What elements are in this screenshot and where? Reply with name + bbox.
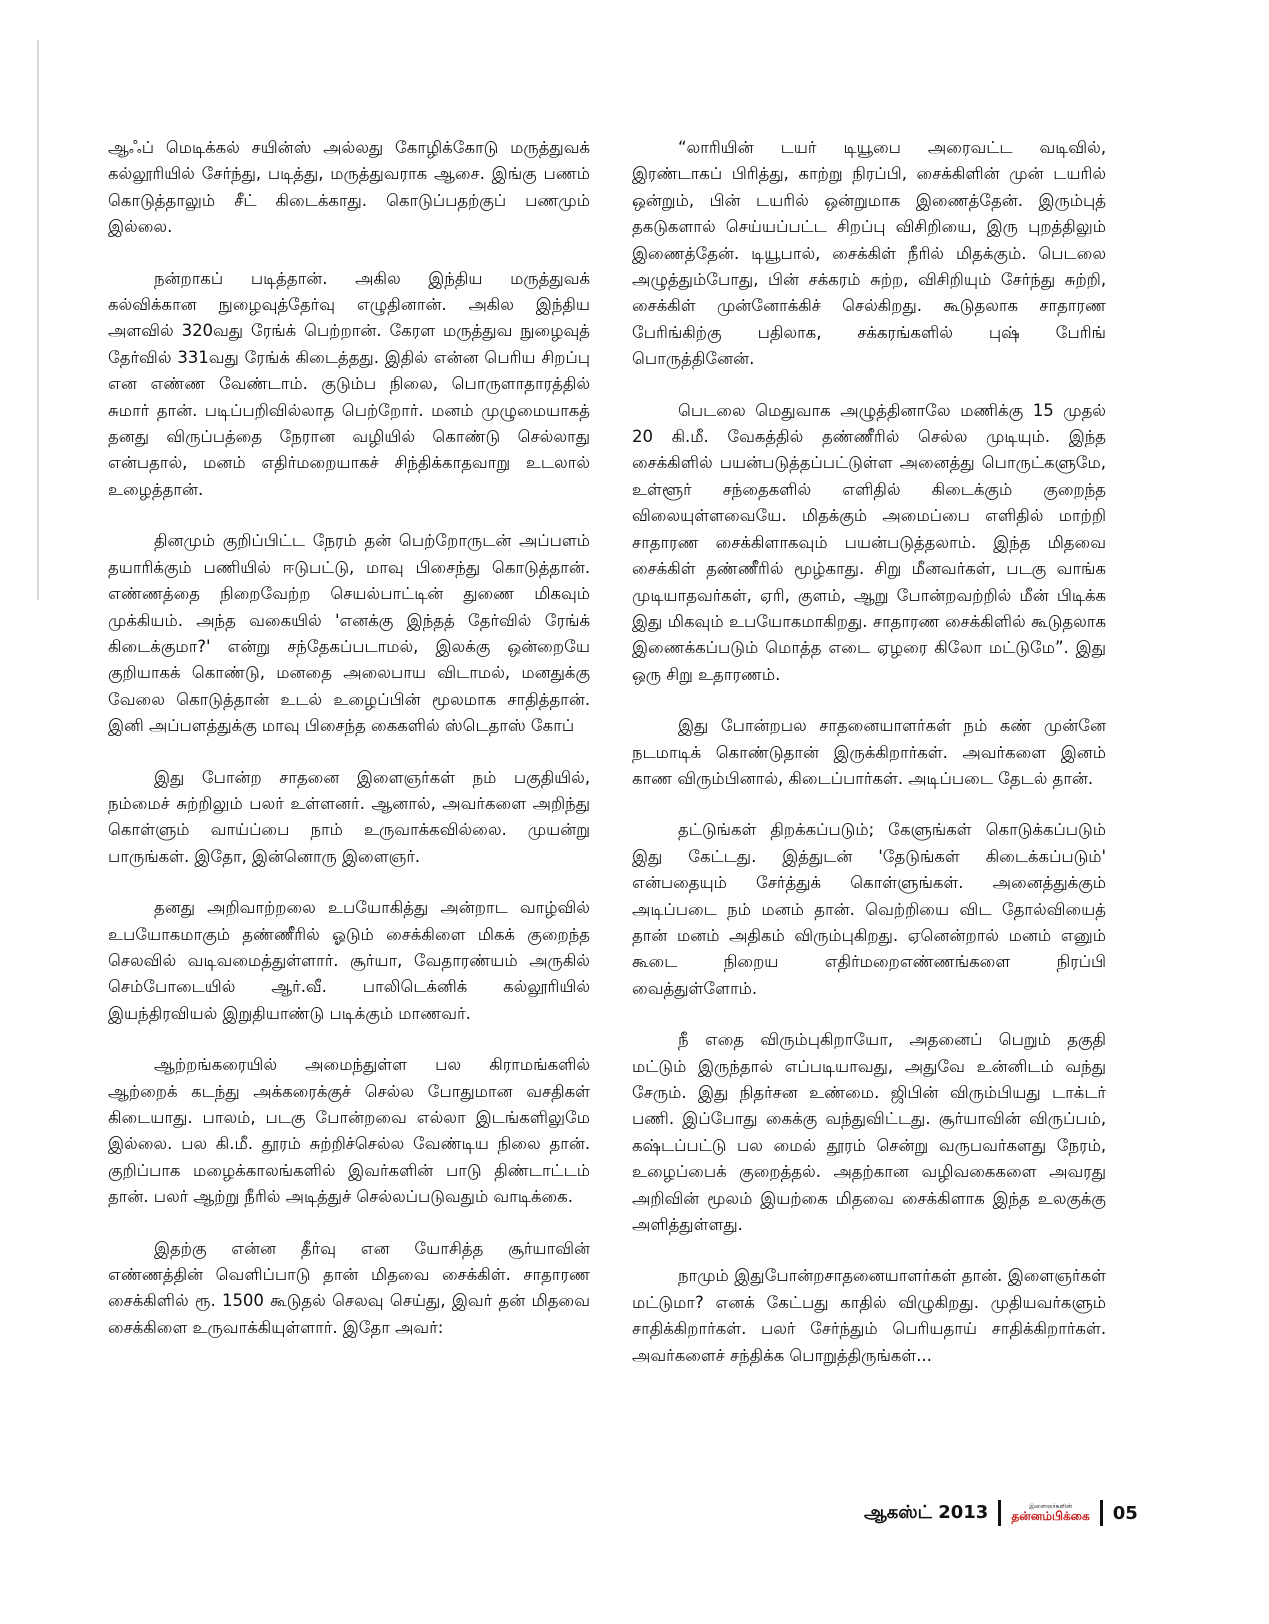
magazine-name: தன்னம்பிக்கை [1011,1509,1090,1523]
paragraph: தட்டுங்கள் திறக்கப்படும்; கேளுங்கள் கொடுக்கப்படும் இது கேட்டது. இத்துடன் 'தேடுங்கள் கிடைக்கப்படும்' என்பதையும் சேர்த்துக் கொள்ளுங்கள். அனைத்துக்கும் அடிப்படை நம் மனம் தான். வெற்றியை விட தோல்வியைத் தான் மனம் அதிகம் விரும்புகிறது. ஏனென்றால் மனம் எனும் கூடை நிறைய எதிர்மறைஎண்ணங்களை நிரப்பி வைத்துள்ளோம். [632,820,1106,998]
paragraph: இதற்கு என்ன தீர்வு என யோசித்த சூர்யாவின் எண்ணத்தின் வெளிப்பாடு தான் மிதவை சைக்கிள். சாதாரண சைக்கிளில் ரூ. 1500 கூடுதல் செலவு செய்து, இவர் தன் மிதவை சைக்கிளை உருவாக்கியுள்ளார். இதோ அவர்: [108,1238,590,1337]
page-margin-line [37,40,39,600]
paragraph: இது போன்ற சாதனை இளைஞர்கள் நம் பகுதியில், நம்மைச் சுற்றிலும் பலர் உள்ளனர். ஆனால், அவர்களை அறிந்து கொள்ளும் வாய்ப்பை நாம் உருவாக்கவில்லை. முயன்று பாருங்கள். இதோ, இன்னொரு இளைஞர். [108,767,590,866]
paragraph: தனது அறிவாற்றலை உபயோகித்து அன்றாட வாழ்வில் உபயோகமாகும் தண்ணீரில் ஓடும் சைக்கிளை மிகக் குறைந்த செலவில் வடிவமைத்துள்ளார். சூர்யா, வேதாரண்யம் அருகில் செம்போடையில் ஆர்.வீ. பாலிடெக்னிக் கல்லூரியில் இயந்திரவியல் இறுதியாண்டு படிக்கும் மாணவர். [108,898,590,1023]
page-footer [864,1500,1138,1526]
paragraph: பெடலை மெதுவாக அழுத்தினாலே மணிக்கு 15 முதல் 20 கி.மீ. வேகத்தில் தண்ணீரில் செல்ல முடியும். இந்த சைக்கிளில் பயன்படுத்தப்பட்டுள்ள அனைத்து பொருட்களுமே, உள்ளூர் சந்தைகளில் எளிதில் கிடைக்கும் குறைந்த விலையுள்ளவையே. மிதக்கும் அமைப்பை எளிதில் மாற்றி சாதாரண சைக்கிளாகவும் பயன்படுத்தலாம். இந்த மிதவை சைக்கிள் தண்ணீரில் மூழ்காது. சிறு மீனவர்கள், படகு வாங்க முடியாதவர்கள், ஏரி, குளம், ஆறு போன்றவற்றில் மீன் பிடிக்க இது மிகவும் உபயோகமாகிறது. சாதாரண சைக்கிளில் கூடுதலாக இணைக்கப்படும் மொத்த எடை ஏழரை கிலோ மட்டுமே”. இது ஒரு சிறு உதாரணம். [632,400,1106,684]
footer-divider [998,1500,1001,1526]
paragraph: தினமும் குறிப்பிட்ட நேரம் தன் பெற்றோருடன் அப்பளம் தயாரிக்கும் பணியில் ஈடுபட்டு, மாவு பிசைந்து கொடுத்தான். எண்ணத்தை நிறைவேற்ற செயல்பாட்டின் துணை மிகவும் முக்கியம். அந்த வகையில் 'எனக்கு இந்தத் தேர்வில் ரேங்க் கிடைக்குமா?' என்று சந்தேகப்படாமல், இலக்கு ஒன்றையே குறியாகக் கொண்டு, மனதை அலைபாய விடாமல், மனதுக்கு வேலை கொடுத்தான் உடல் உழைப்பின் மூலமாக சாதித்தான். இனி அப்பளத்துக்கு மாவு பிசைந்த கைகளில் ஸ்டெதாஸ் கோப் [108,531,590,736]
issue-date: ஆகஸ்ட் 2013 [864,1501,989,1523]
paragraph: இது போன்றபல சாதனையாளர்கள் நம் கண் முன்னே நடமாடிக் கொண்டுதான் இருக்கிறார்கள். அவர்களை இனம் காண விரும்பினால், கிடைப்பார்கள். அடிப்படை தேடல் தான். [632,716,1106,788]
paragraph: “லாரியின் டயர் டியூபை அரைவட்ட வடிவில், இரண்டாகப் பிரித்து, காற்று நிரப்பி, சைக்கிளின் முன் டயரில் ஒன்றும், பின் டயரில் ஒன்றுமாக இணைத்தேன். இரும்புத் தகடுகளால் செய்யப்பட்ட சிறப்பு விசிறியை, இரு புறத்திலும் இணைத்தேன். டியூபால், சைக்கிள் நீரில் மிதக்கும். பெடலை அழுத்தும்போது, பின் சக்கரம் சுற்ற, விசிறியும் சேர்ந்து சுற்றி, சைக்கிள் முன்னோக்கிச் செல்கிறது. கூடுதலாக சாதாரண பேரிங்கிற்கு பதிலாக, சக்கரங்களில் புஷ் பேரிங் பொருத்தினேன். [632,138,1106,369]
left-column [108,135,590,1366]
right-column [632,135,1106,1394]
paragraph: ஆற்றங்கரையில் அமைந்துள்ள பல கிராமங்களில் ஆற்றைக் கடந்து அக்கரைக்குச் செல்ல போதுமான வசதிகள் கிடையாது. பாலம், படகு போன்றவை எல்லா இடங்களிலுமே இல்லை. பல கி.மீ. தூரம் சுற்றிச்செல்ல வேண்டிய நிலை தான். குறிப்பாக மழைக்காலங்களில் இவர்களின் பாடு திண்டாட்டம் தான். பலர் ஆற்று நீரில் அடித்துச் செல்லப்படுவதும் வாடிக்கை. [108,1055,590,1207]
footer-divider [1100,1500,1103,1526]
page-number: 05 [1112,1502,1138,1524]
paragraph: நாமும் இதுபோன்றசாதனையாளர்கள் தான். இளைஞர்கள் மட்டுமா? எனக் கேட்பது காதில் விழுகிறது. முதியவர்களும் சாதிக்கிறார்கள். பலர் சேர்ந்தும் பெரியதாய் சாதிக்கிறார்கள். அவர்களைச் சந்திக்க பொறுத்திருங்கள்... [632,1266,1106,1365]
magazine-tagline: இளைஞர்களின் [1029,1503,1072,1510]
magazine-logo [1011,1504,1089,1522]
paragraph: நீ எதை விரும்புகிறாயோ, அதனைப் பெறும் தகுதி மட்டும் இருந்தால் எப்படியாவது, அதுவே உன்னிடம் வந்து சேரும். இது நிதர்சன உண்மை. ஜிபின் விரும்பியது டாக்டர் பணி. இப்போது கைக்கு வந்துவிட்டது. சூர்யாவின் விருப்பம், கஷ்டப்பட்டு பல மைல் தூரம் சென்று வருபவர்களது நேரம், உழைப்பைக் குறைத்தல். அதற்கான வழிவகைகளை அவரது அறிவின் மூலம் இயற்கை மிதவை சைக்கிளாக இந்த உலகுக்கு அளித்துள்ளது. [632,1030,1106,1235]
paragraph: ஆஃப் மெடிக்கல் சயின்ஸ் அல்லது கோழிக்கோடு மருத்துவக் கல்லூரியில் சேர்ந்து, படித்து, மருத்துவராக ஆசை. இங்கு பணம் கொடுத்தாலும் சீட் கிடைக்காது. கொடுப்பதற்குப் பணமும் இல்லை. [108,138,590,237]
paragraph: நன்றாகப் படித்தான். அகில இந்திய மருத்துவக் கல்விக்கான நுழைவுத்தேர்வு எழுதினான். அகில இந்திய அளவில் 320வது ரேங்க் பெற்றான். கேரள மருத்துவ நுழைவுத் தேர்வில் 331வது ரேங்க் கிடைத்தது. இதில் என்ன பெரிய சிறப்பு என எண்ண வேண்டாம். குடும்ப நிலை, பொருளாதாரத்தில் சுமார் தான். படிப்பறிவில்லாத பெற்றோர். மனம் முழுமையாகத் தனது விருப்பத்தை நேரான வழியில் கொண்டு செல்லாது என்பதால், மனம் எதிர்மறையாகச் சிந்திக்காதவாறு உடலால் உழைத்தான். [108,268,590,499]
